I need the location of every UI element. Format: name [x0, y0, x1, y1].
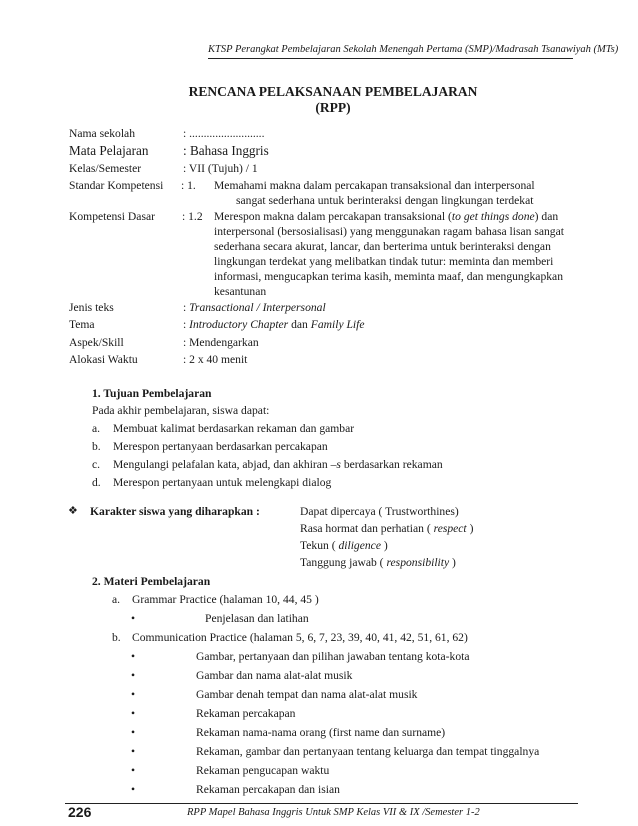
materials-a-item: Penjelasan dan latihan	[205, 612, 309, 625]
materials-b-text: Communication Practice (halaman 5, 6, 7, 23, 39, 40, 41, 42, 51, 61, 62)	[132, 631, 468, 644]
character-value-4: Tanggung jawab ( responsibility )	[300, 556, 456, 569]
objective-text: Mengulangi pelafalan kata, abjad, dan akhiran –s berdasarkan rekaman	[113, 458, 443, 471]
character-value-3: Tekun ( diligence )	[300, 539, 388, 552]
running-header: KTSP Perangkat Pembelajaran Sekolah Menengah Pertama (SMP)/Madrasah Tsanawiyah (MTs)	[208, 44, 619, 55]
skill-label: Aspek/Skill	[69, 336, 124, 349]
materials-b-item: Rekaman percakapan	[196, 707, 296, 720]
skill-value: : Mendengarkan	[183, 336, 259, 349]
kd-text-line-2: interpersonal (bersosialisasi) yang menggunakan ragam bahasa lisan sangat	[214, 225, 564, 238]
objective-letter: c.	[92, 458, 101, 471]
document-subtitle: (RPP)	[315, 100, 351, 115]
text-type-label: Jenis teks	[69, 301, 114, 314]
kd-text-line-6: kesantunan	[214, 285, 267, 298]
sk-text-line-1: Memahami makna dalam percakapan transaksional dan interpersonal	[214, 179, 535, 192]
materials-a-letter: a.	[112, 593, 121, 606]
bullet-icon: •	[131, 707, 136, 720]
time-value: : 2 x 40 menit	[183, 353, 248, 366]
sk-number: : 1.	[181, 179, 196, 192]
character-value-1: Dapat dipercaya ( Trustworthines)	[300, 505, 459, 518]
kd-text-line-3: sederhana secara akurat, lancar, dan berterima untuk berinteraksi dengan	[214, 240, 551, 253]
page-number: 226	[68, 804, 92, 820]
sk-label: Standar Kompetensi	[69, 179, 164, 192]
bullet-icon: •	[131, 764, 136, 777]
text-type-value: : Transactional / Interpersonal	[183, 301, 326, 314]
theme-value: : Introductory Chapter dan Family Life	[183, 318, 365, 331]
objective-letter: a.	[92, 422, 101, 435]
diamond-bullet-icon: ❖	[68, 505, 78, 517]
materials-b-item: Rekaman, gambar dan pertanyaan tentang keluarga dan tempat tinggalnya	[196, 745, 540, 758]
class-value: : VII (Tujuh) / 1	[183, 162, 258, 175]
kd-number: : 1.2	[182, 210, 203, 223]
objective-letter: d.	[92, 476, 101, 489]
bullet-icon: •	[131, 783, 136, 796]
class-label: Kelas/Semester	[69, 162, 142, 175]
bullet-icon: •	[131, 650, 136, 663]
bullet-icon: •	[131, 669, 136, 682]
character-value-2: Rasa hormat dan perhatian ( respect )	[300, 522, 474, 535]
subject-value: : Bahasa Inggris	[183, 143, 269, 158]
footer-rule	[65, 803, 578, 804]
materials-b-item: Gambar denah tempat dan nama alat-alat musik	[196, 688, 418, 701]
kd-label: Kompetensi Dasar	[69, 210, 155, 223]
sk-text-line-2: sangat sederhana untuk berinteraksi dengan lingkungan terdekat	[236, 194, 534, 207]
materials-b-letter: b.	[112, 631, 121, 644]
kd-text-line-5: informasi, mengucapkan terima kasih, meminta maaf, dan mengungkapkan	[214, 270, 563, 283]
kd-text-line-1: Merespon makna dalam percakapan transaksional (to get things done) dan	[214, 210, 559, 223]
character-label: Karakter siswa yang diharapkan :	[90, 505, 260, 518]
objective-text: Membuat kalimat berdasarkan rekaman dan gambar	[113, 422, 355, 435]
objective-letter: b.	[92, 440, 101, 453]
school-value: : ..........................	[183, 127, 265, 140]
materials-b-item: Gambar dan nama alat-alat musik	[196, 669, 353, 682]
materials-b-item: Rekaman nama-nama orang (first name dan surname)	[196, 726, 446, 739]
bullet-icon: •	[131, 612, 136, 625]
time-label: Alokasi Waktu	[69, 353, 138, 366]
document-title: RENCANA PELAKSANAAN PEMBELAJARAN	[188, 84, 478, 99]
kd-text-line-4: lingkungan terdekat yang melibatkan tindak tutur: meminta dan memberi	[214, 255, 554, 268]
header-rule	[208, 58, 573, 59]
running-footer: RPP Mapel Bahasa Inggris Untuk SMP Kelas VII & IX /Semester 1-2	[187, 807, 480, 818]
bullet-icon: •	[131, 726, 136, 739]
objective-text: Merespon pertanyaan berdasarkan percakapan	[113, 440, 328, 453]
bullet-icon: •	[131, 688, 136, 701]
subject-label: Mata Pelajaran	[69, 143, 149, 158]
objective-text: Merespon pertanyaan untuk melengkapi dialog	[113, 476, 332, 489]
materials-a-text: Grammar Practice (halaman 10, 44, 45 )	[132, 593, 319, 606]
bullet-icon: •	[131, 745, 136, 758]
objectives-heading: 1. Tujuan Pembelajaran	[92, 387, 212, 400]
materials-b-item: Rekaman percakapan dan isian	[196, 783, 340, 796]
materials-b-item: Rekaman pengucapan waktu	[196, 764, 330, 777]
school-label: Nama sekolah	[69, 127, 135, 140]
objectives-intro: Pada akhir pembelajaran, siswa dapat:	[92, 404, 270, 417]
theme-label: Tema	[69, 318, 95, 331]
materials-heading: 2. Materi Pembelajaran	[92, 575, 211, 588]
materials-b-item: Gambar, pertanyaan dan pilihan jawaban tentang kota-kota	[196, 650, 470, 663]
